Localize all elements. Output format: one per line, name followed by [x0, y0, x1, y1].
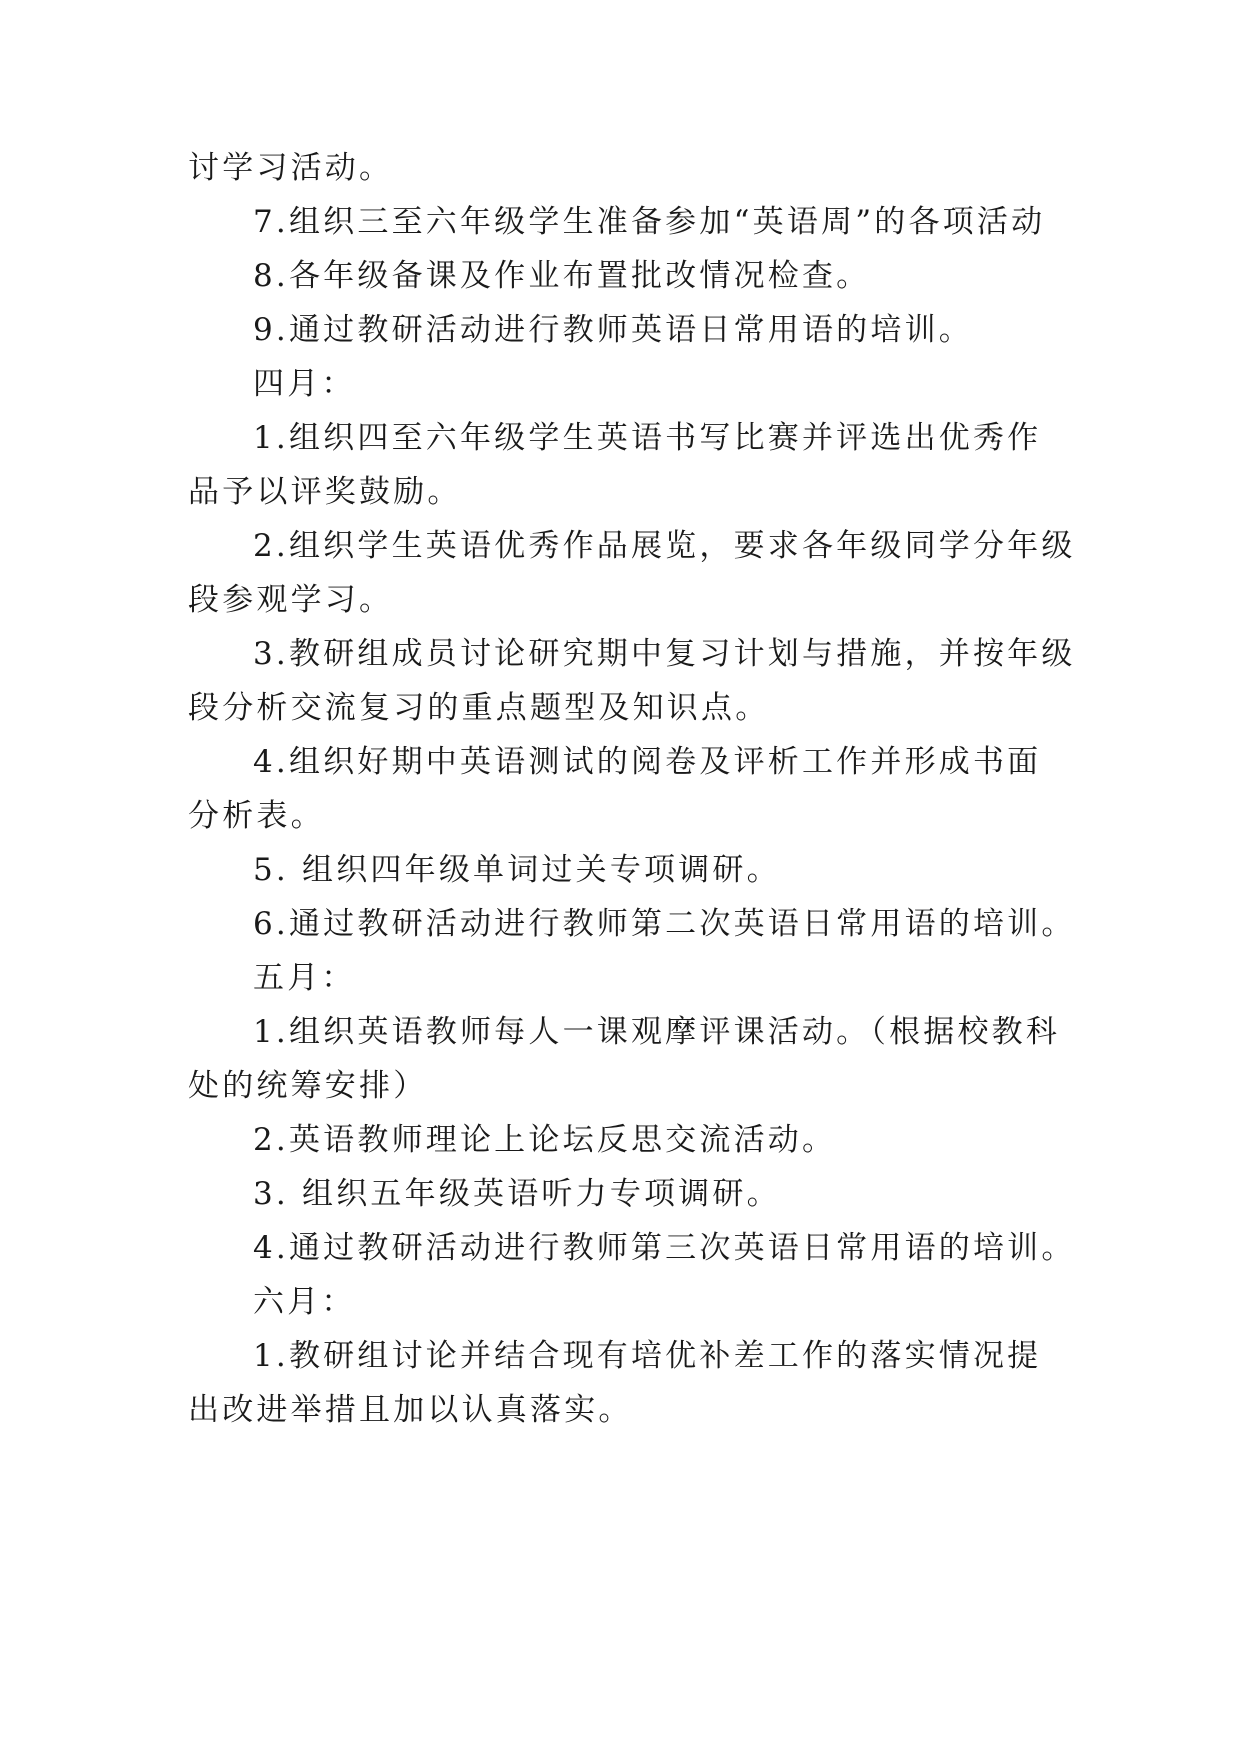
list-item: 8.各年级备课及作业布置批改情况检查。 — [253, 258, 871, 294]
list-item: 2.英语教师理论上论坛反思交流活动。 — [253, 1122, 837, 1158]
list-item: 3. 组织五年级英语听力专项调研。 — [253, 1176, 781, 1212]
section-heading: 四月： — [253, 366, 356, 402]
list-item: 1.组织英语教师每人一课观摩评课活动。（根据校教科 — [253, 1014, 1061, 1050]
list-item: 1.组织四至六年级学生英语书写比赛并评选出优秀作 — [253, 420, 1042, 456]
text-line: 处的统筹安排） — [188, 1068, 428, 1104]
section-heading: 五月： — [253, 960, 356, 996]
list-item: 5. 组织四年级单词过关专项调研。 — [253, 852, 781, 888]
list-item: 2.组织学生英语优秀作品展览，要求各年级同学分年级 — [253, 528, 1076, 564]
list-item: 6.通过教研活动进行教师第二次英语日常用语的培训。 — [253, 906, 1076, 942]
list-item: 7.组织三至六年级学生准备参加“英语周”的各项活动 — [253, 204, 1046, 240]
list-item: 4.通过教研活动进行教师第三次英语日常用语的培训。 — [253, 1230, 1076, 1266]
text-line: 出改进举措且加以认真落实。 — [188, 1392, 633, 1428]
list-item: 4.组织好期中英语测试的阅卷及评析工作并形成书面 — [253, 744, 1042, 780]
text-line: 段分析交流复习的重点题型及知识点。 — [188, 690, 770, 726]
list-item: 3.教研组成员讨论研究期中复习计划与措施，并按年级 — [253, 636, 1076, 672]
text-line: 品予以评奖鼓励。 — [188, 474, 462, 510]
text-line: 分析表。 — [188, 798, 325, 834]
list-item: 9.通过教研活动进行教师英语日常用语的培训。 — [253, 312, 973, 348]
section-heading: 六月： — [253, 1284, 356, 1320]
list-item: 1.教研组讨论并结合现有培优补差工作的落实情况提 — [253, 1338, 1042, 1374]
text-line: 讨学习活动。 — [188, 150, 394, 186]
text-line: 段参观学习。 — [188, 582, 394, 618]
